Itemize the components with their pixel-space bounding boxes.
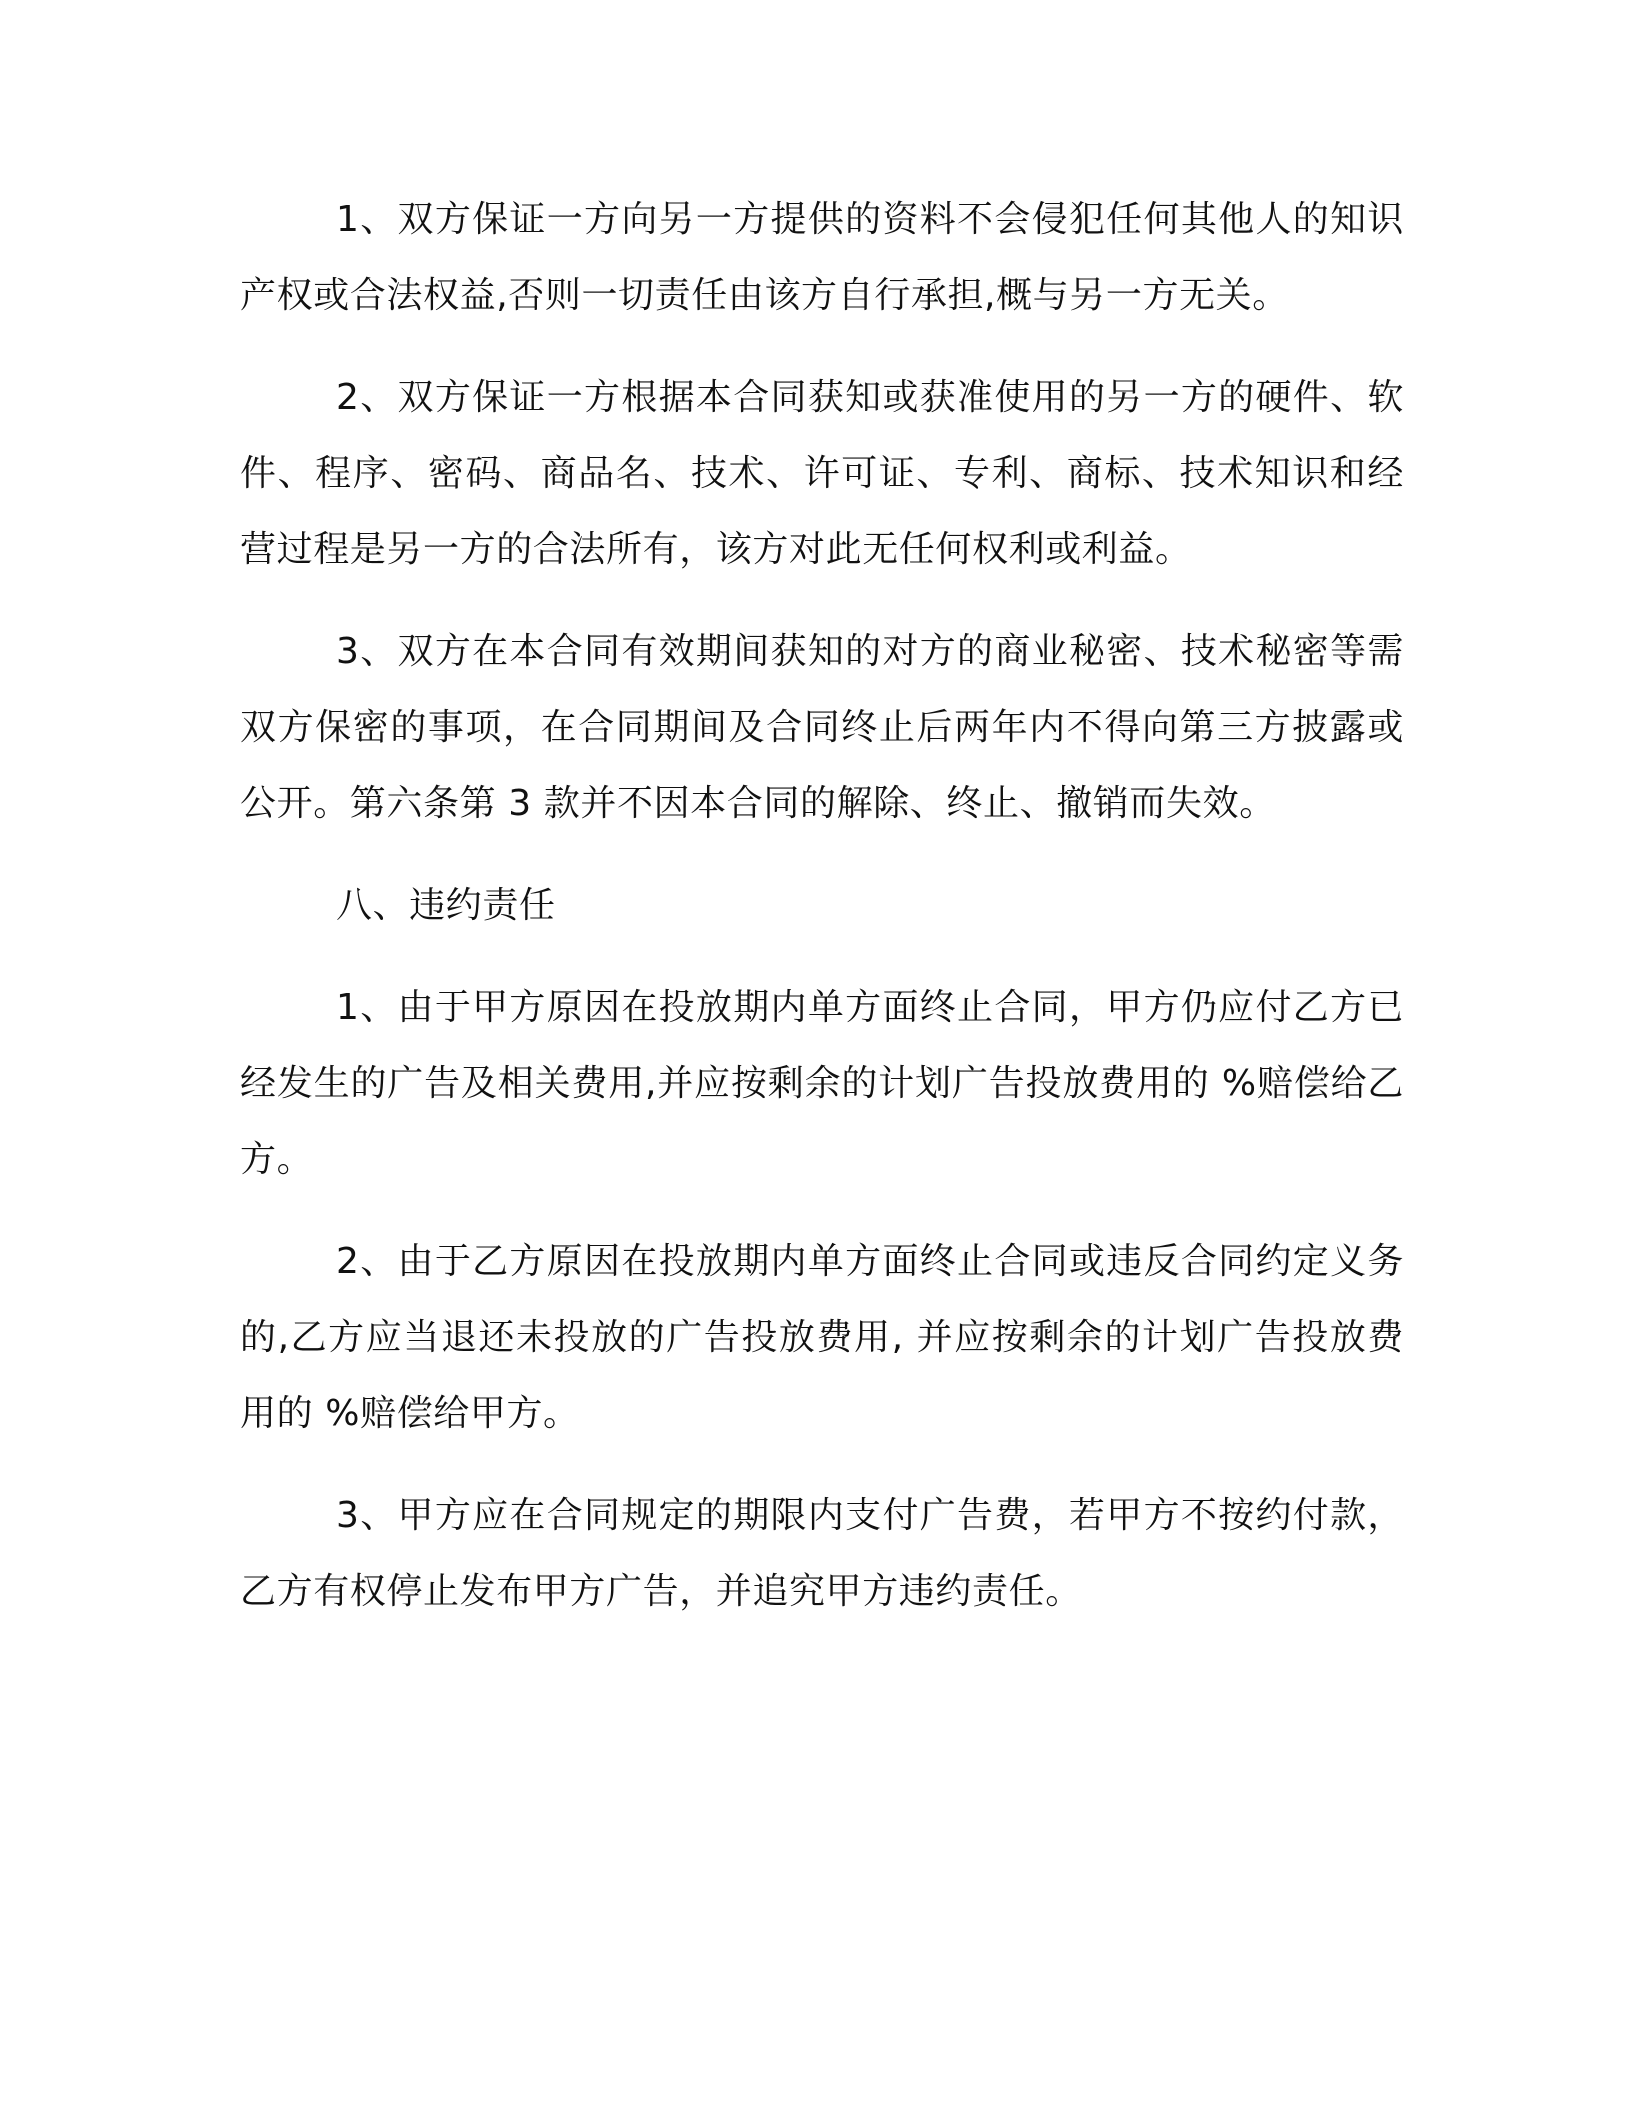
clause-paragraph: 3、双方在本合同有效期间获知的对方的商业秘密、技术秘密等需双方保密的事项，在合同期间及合同终止后两年内不得向第三方披露或公开。第六条第 3 款并不因本合同的解除、终止、撤销而失效。 (240, 631, 1404, 824)
document-body (240, 182, 1404, 1656)
clause-paragraph: 3、甲方应在合同规定的期限内支付广告费，若甲方不按约付款，乙方有权停止发布甲方广告，并追究甲方违约责任。 (240, 1495, 1404, 1612)
clause-paragraph: 2、双方保证一方根据本合同获知或获准使用的另一方的硬件、软件、程序、密码、商品名、技术、许可证、专利、商标、技术知识和经营过程是另一方的合法所有，该方对此无任何权利或利益。 (240, 377, 1404, 570)
section-heading: 八、违约责任 (336, 885, 556, 926)
clause-paragraph: 1、由于甲方原因在投放期内单方面终止合同，甲方仍应付乙方已经发生的广告及相关费用,并应按剩余的计划广告投放费用的 %赔偿给乙方。 (240, 987, 1404, 1180)
clause-paragraph: 1、双方保证一方向另一方提供的资料不会侵犯任何其他人的知识产权或合法权益,否则一切责任由该方自行承担,概与另一方无关。 (240, 199, 1404, 316)
clause-paragraph: 2、由于乙方原因在投放期内单方面终止合同或违反合同约定义务的,乙方应当退还未投放的广告投放费用, 并应按剩余的计划广告投放费用的 %赔偿给甲方。 (240, 1241, 1404, 1434)
